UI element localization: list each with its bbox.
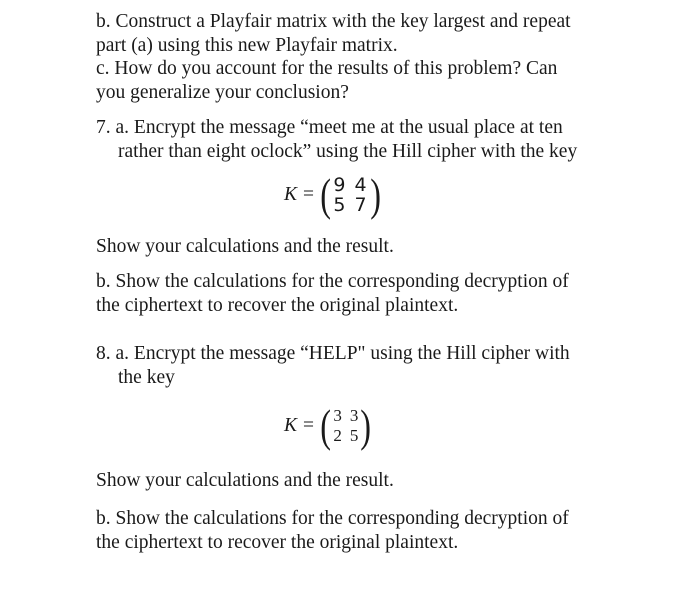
q7-line-2: rather than eight oclock” using the Hill cipher with the key (118, 140, 578, 162)
q6-line-2: part (a) using this new Playfair matrix. (96, 34, 398, 56)
matrix-cell: 3 (333, 406, 342, 425)
matrix-cell: 7 (354, 194, 368, 216)
right-paren-icon: ) (369, 169, 381, 220)
q6-line-3: c. How do you account for the results of this problem? Can (96, 58, 558, 79)
matrix-cell: 5 (333, 194, 347, 216)
q8-matrix-equals: = (303, 415, 315, 437)
q8-part-b (96, 507, 616, 554)
q7-b-line-1: b. Show the calculations for the corresponding decryption of (96, 271, 569, 292)
q7-show-text (96, 235, 616, 259)
q8-matrix-label: K (284, 415, 298, 437)
q7-key-matrix (284, 169, 383, 220)
q8-matrix-body (318, 400, 374, 451)
q6-line-1: b. Construct a Playfair matrix with the key largest and repeat (96, 11, 571, 32)
q7-part-b (96, 270, 616, 317)
q7-matrix-body (318, 169, 383, 220)
q8-key-matrix (284, 400, 374, 451)
q8-line-1: 8. a. Encrypt the message “HELP" using the Hill cipher with (96, 343, 570, 364)
q7-line-1: 7. a. Encrypt the message “meet me at the usual place at ten (96, 117, 563, 138)
q6-line-4: you generalize your conclusion? (96, 81, 349, 103)
question-6-text (96, 10, 616, 104)
left-paren-icon: ( (320, 400, 332, 451)
q8-b-line-1: b. Show the calculations for the corresponding decryption of (96, 508, 569, 529)
q7-b-line-2: the ciphertext to recover the original plaintext. (96, 294, 459, 316)
q7-matrix-label: K (284, 184, 298, 206)
right-paren-icon: ) (360, 400, 372, 451)
q7-matrix-cells (333, 175, 367, 215)
q8-matrix-cells (333, 406, 358, 446)
matrix-cell: 2 (333, 426, 342, 445)
matrix-cell: 9 (333, 174, 347, 196)
q8-show-line: Show your calculations and the result. (96, 470, 394, 491)
q7-show-line: Show your calculations and the result. (96, 236, 394, 257)
matrix-cell: 5 (349, 426, 359, 445)
q7-matrix-equals: = (303, 184, 315, 206)
question-7-text (96, 116, 616, 163)
q8-b-line-2: the ciphertext to recover the original plaintext. (96, 531, 459, 553)
left-paren-icon: ( (320, 169, 332, 220)
matrix-cell: 3 (349, 406, 359, 425)
q8-show-text (96, 469, 616, 493)
question-8-text (96, 342, 616, 389)
q8-line-2: the key (118, 366, 175, 388)
matrix-cell: 4 (354, 174, 368, 196)
